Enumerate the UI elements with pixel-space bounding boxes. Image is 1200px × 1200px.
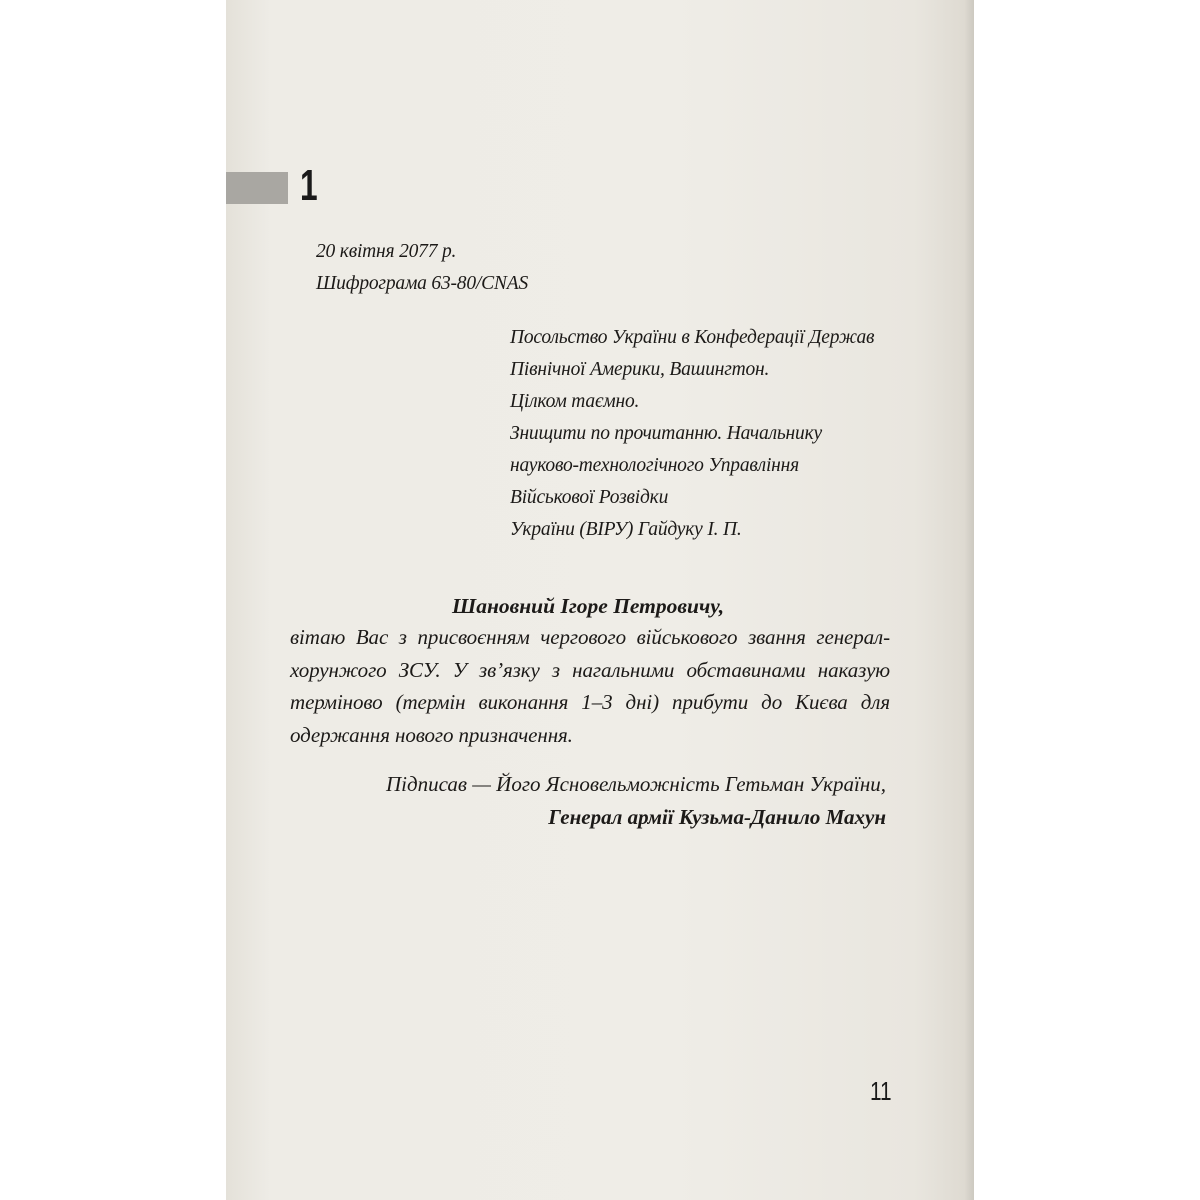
recipient-address-block — [510, 322, 940, 546]
letter-body — [290, 621, 890, 751]
address-line: України (ВІРУ) Гайдуку І. П. — [510, 519, 742, 540]
message-header — [316, 236, 528, 300]
address-line: Цілком таємно. — [510, 391, 640, 412]
body-line: вітаю Вас з присвоєнням чергового військового звання генерал- — [290, 625, 890, 649]
body-line: одержання нового призначення. — [290, 722, 573, 747]
page-number: 11 — [870, 1076, 892, 1106]
address-line: Північної Америки, Вашингтон. — [510, 359, 770, 380]
letter-signature — [290, 768, 886, 833]
letter-salutation: Шановний Ігоре Петровичу, — [452, 594, 725, 618]
address-line: науково-технологічного Управління — [510, 455, 799, 476]
message-date: 20 квітня 2077 р. — [316, 241, 457, 262]
page-edge-shadow — [964, 0, 974, 1200]
address-line: Знищити по прочитанню. Начальнику — [510, 423, 822, 444]
chapter-number: 1 — [300, 161, 318, 210]
book-page — [226, 0, 974, 1200]
address-line: Військової Розвідки — [510, 487, 669, 508]
signer-name: Генерал армії Кузьма-Данило Махун — [548, 804, 886, 829]
chapter-marker-bar — [226, 172, 288, 204]
body-line: хорунжого ЗСУ. У зв’язку з нагальними обставинами наказую — [290, 657, 890, 682]
body-line: терміново (термін виконання 1–3 дні) прибути до Києва для — [290, 690, 890, 714]
signed-by-line: Підписав — Його Ясновельможність Гетьман України, — [385, 772, 886, 796]
address-line: Посольство України в Конфедерації Держав — [510, 327, 875, 348]
message-cipher-id: Шифрограма 63-80/CNAS — [316, 273, 528, 294]
